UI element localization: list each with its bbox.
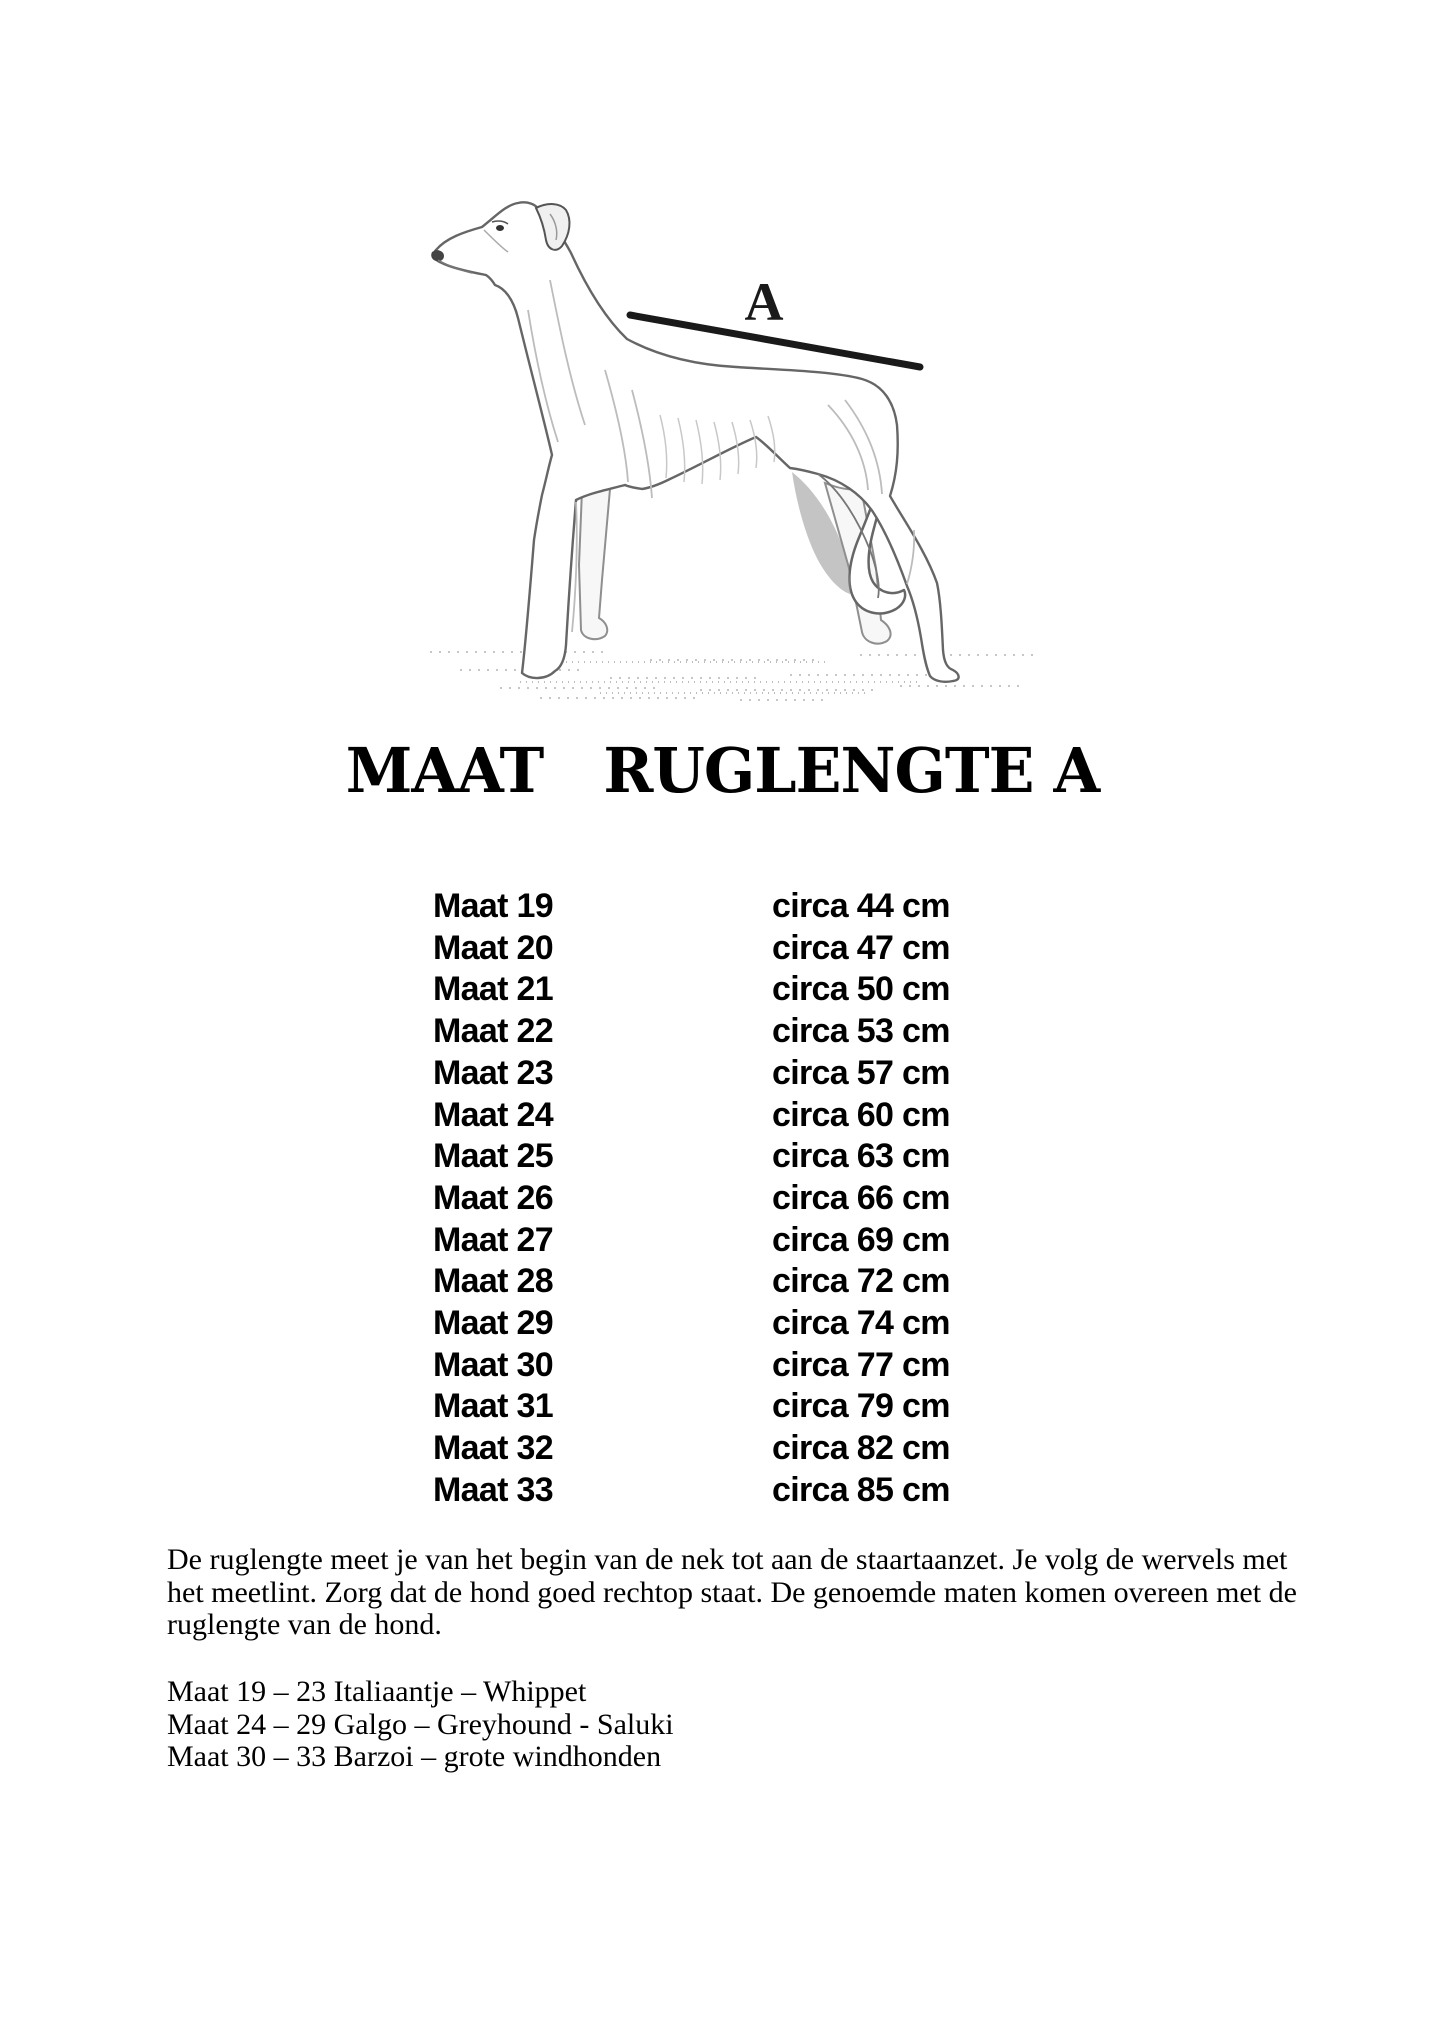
back-length-value: circa 66 cm [772, 1178, 950, 1217]
table-row [433, 1136, 950, 1178]
table-row [433, 1095, 950, 1137]
text-line: het meetlint. Zorg dat de hond goed rechtop staat. De genoemde maten komen overeen met de [167, 1575, 1297, 1609]
back-length-value: circa 50 cm [772, 970, 950, 1009]
size-table [433, 886, 950, 1512]
table-row [433, 1261, 950, 1303]
text-line: Maat 19 – 23 Italiaantje – Whippet [167, 1675, 587, 1708]
back-length-value: circa 53 cm [772, 1012, 950, 1051]
greyhound-sketch-image [400, 190, 1060, 710]
size-label: Maat 19 [433, 887, 553, 925]
size-label: Maat 25 [433, 1137, 553, 1176]
size-label: Maat 31 [433, 1387, 553, 1426]
table-row [433, 1220, 950, 1262]
text-line: Maat 24 – 29 Galgo – Greyhound - Saluki [167, 1707, 674, 1741]
back-length-value: circa 82 cm [772, 1429, 950, 1468]
size-label: Maat 21 [433, 970, 553, 1009]
back-length-value: circa 44 cm [772, 887, 950, 925]
size-label: Maat 30 [433, 1345, 553, 1384]
text-line: De ruglengte meet je van het begin van de nek tot aan de staartaanzet. Je volg de wervels met [167, 1543, 1288, 1576]
title-word-ruglengte: RUGLENGTE A [603, 734, 1100, 807]
size-label: Maat 29 [433, 1304, 553, 1343]
back-length-value: circa 63 cm [772, 1137, 950, 1176]
back-length-value: circa 79 cm [772, 1387, 950, 1426]
table-row [433, 1053, 950, 1095]
back-length-value: circa 47 cm [772, 928, 950, 967]
size-label: Maat 26 [433, 1178, 553, 1217]
back-length-value: circa 60 cm [772, 1095, 950, 1134]
table-row [433, 886, 950, 928]
title-word-maat: MAAT [345, 734, 544, 807]
size-label: Maat 32 [433, 1429, 553, 1468]
page-title [22, 734, 1424, 807]
table-row [433, 1011, 950, 1053]
table-row [433, 1345, 950, 1387]
table-row [433, 1386, 950, 1428]
back-length-value: circa 85 cm [772, 1470, 950, 1509]
table-row [433, 1470, 950, 1512]
table-row [433, 1303, 950, 1345]
size-label: Maat 27 [433, 1220, 553, 1259]
size-label: Maat 28 [433, 1262, 553, 1301]
table-row [433, 928, 950, 970]
size-label: Maat 22 [433, 1012, 553, 1051]
text-line: Maat 30 – 33 Barzoi – grote windhonden [167, 1740, 662, 1774]
back-length-value: circa 77 cm [772, 1345, 950, 1384]
table-row [433, 1428, 950, 1470]
back-length-value: circa 57 cm [772, 1053, 950, 1092]
back-length-value: circa 74 cm [772, 1304, 950, 1343]
size-label: Maat 33 [433, 1470, 553, 1509]
back-length-value: circa 72 cm [772, 1262, 950, 1301]
text-line: ruglengte van de hond. [167, 1608, 442, 1642]
table-row [433, 1178, 950, 1220]
table-row [433, 969, 950, 1011]
breed-range-list [167, 1676, 1367, 1774]
measurement-label: A [744, 272, 784, 332]
size-label: Maat 20 [433, 928, 553, 967]
measuring-instructions [167, 1544, 1367, 1642]
size-label: Maat 24 [433, 1095, 553, 1134]
dog-measurement-figure [400, 190, 1060, 710]
size-label: Maat 23 [433, 1053, 553, 1092]
back-length-value: circa 69 cm [772, 1220, 950, 1259]
